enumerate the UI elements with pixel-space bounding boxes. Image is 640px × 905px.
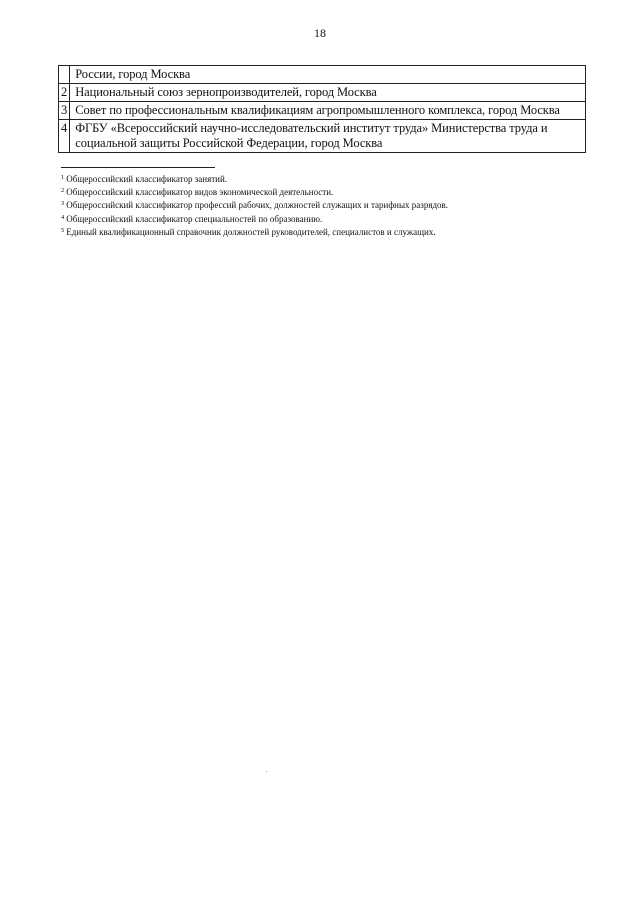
footnote xyxy=(61,225,591,238)
organization-name: Совет по профессиональным квалификациям агропромышленного комплекса, город Москва xyxy=(70,102,586,120)
footnote xyxy=(61,172,591,185)
table-row xyxy=(59,66,586,84)
row-number: 4 xyxy=(59,120,70,153)
organization-name: ФГБУ «Всероссийский научно-исследовательский институт труда» Министерства труда и социальной защиты Российской Федерации, город Москва xyxy=(70,120,586,153)
footnote-mark: 2 xyxy=(61,187,65,195)
footnote-mark: 4 xyxy=(61,213,65,221)
footnote-mark: 3 xyxy=(61,200,65,208)
table-row xyxy=(59,102,586,120)
footnote-separator xyxy=(61,167,215,168)
scan-speck xyxy=(266,771,267,772)
footnote xyxy=(61,212,591,225)
footnote xyxy=(61,185,591,198)
page-number: 18 xyxy=(314,26,326,40)
table-row xyxy=(59,84,586,102)
footnote xyxy=(61,198,591,211)
footnote-text: Единый квалификационный справочник должностей руководителей, специалистов и служащих. xyxy=(66,226,436,237)
row-number xyxy=(59,66,70,84)
developer-organizations-table xyxy=(58,65,586,153)
row-number: 2 xyxy=(59,84,70,102)
organization-name: Национальный союз зернопроизводителей, город Москва xyxy=(70,84,586,102)
footnote-text: Общероссийский классификатор занятий. xyxy=(66,174,228,184)
table-row xyxy=(59,120,586,153)
footnote-text: Общероссийский классификатор специальностей по образованию. xyxy=(66,213,323,224)
footnotes xyxy=(61,172,591,238)
footnote-text: Общероссийский классификатор видов экономической деятельности. xyxy=(66,187,334,198)
row-number: 3 xyxy=(59,102,70,120)
footnote-mark: 5 xyxy=(61,226,65,234)
footnote-mark: 1 xyxy=(61,174,65,181)
footnote-text: Общероссийский классификатор профессий рабочих, должностей служащих и тарифных разрядов. xyxy=(66,200,449,211)
organization-name: России, город Москва xyxy=(70,66,586,84)
